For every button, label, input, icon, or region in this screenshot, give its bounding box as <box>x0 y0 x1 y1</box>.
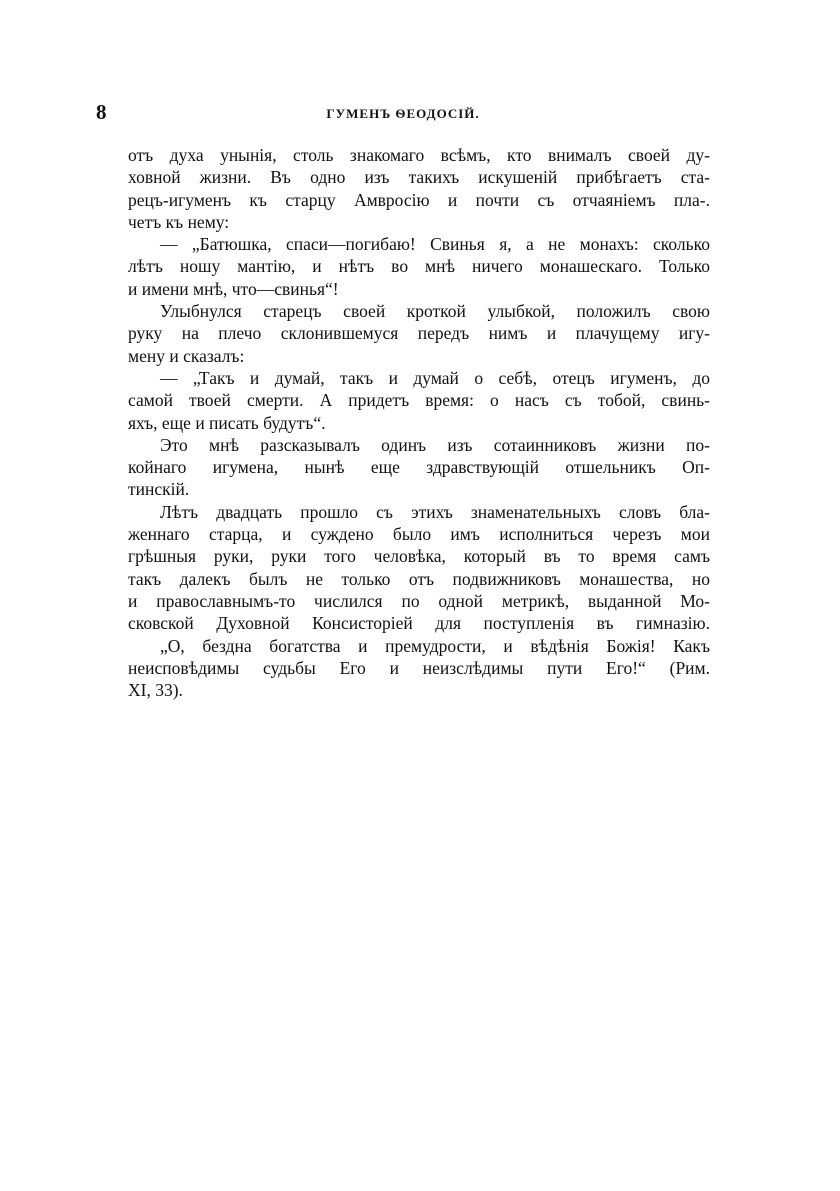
text-line: отъ духа унынія, столь знакомаго всѣмъ, кто внималъ своей ду- <box>128 145 710 165</box>
page-header <box>96 100 710 126</box>
body-text <box>96 144 710 701</box>
text-line: — „Такъ и думай, такъ и думай о себѣ, отецъ игуменъ, до <box>160 367 710 388</box>
text-line: неисповѣдимы судьбы Его и неизслѣдимы пути Его!“ (Рим. <box>128 657 710 678</box>
running-head: ГУМЕНЪ ѲЕОДОСІЙ. <box>326 106 480 121</box>
text-line: такъ далекъ былъ не только отъ подвижниковъ монашества, но <box>128 568 710 589</box>
text-line: яхъ, еще и писать будутъ“. <box>128 412 326 433</box>
text-line: Лѣтъ двадцать прошло съ этихъ знаменательныхъ словъ бла- <box>160 501 710 522</box>
text-line: четъ къ нему: <box>128 211 230 232</box>
text-line: руку на плечо склонившемуся передъ нимъ и плачущему игу- <box>128 323 710 344</box>
text-line: койнаго игумена, нынѣ еще здравствующій отшельникъ Оп- <box>128 457 710 478</box>
text-line: лѣтъ ношу мантію, и нѣтъ во мнѣ ничего монашескаго. Только <box>128 256 710 277</box>
text-line: Это мнѣ разсказывалъ одинъ изъ сотаинниковъ жизни по- <box>160 434 710 455</box>
paragraph <box>96 501 710 635</box>
text-line: Улыбнулся старецъ своей кроткой улыбкой, положилъ свою <box>160 301 710 322</box>
text-line: тинскій. <box>128 479 190 500</box>
text-line: женнаго старца, и суждено было имъ исполниться черезъ мои <box>128 524 710 545</box>
text-line: грѣшныя руки, руки того человѣка, который въ то время самъ <box>128 546 710 567</box>
text-line: „О, бездна богатства и премудрости, и вѣдѣнія Божія! Какъ <box>160 635 710 656</box>
text-line: ховной жизни. Въ одно изъ такихъ искушеній прибѣгаетъ ста- <box>128 167 710 188</box>
paragraph <box>96 434 710 501</box>
text-line: самой твоей смерти. А придетъ время: о насъ съ тобой, свинь- <box>128 390 710 411</box>
text-line: и имени мнѣ, что—свинья“! <box>128 278 339 299</box>
text-line: сковской Духовной Консисторіей для поступленія въ гимназію. <box>128 613 710 634</box>
paragraph <box>96 367 710 434</box>
text-line: — „Батюшка, спаси—погибаю! Свинья я, а не монахъ: сколько <box>160 234 710 255</box>
paragraph <box>96 300 710 367</box>
text-line: XI, 33). <box>128 680 183 701</box>
paragraph <box>96 233 710 300</box>
text-line: и православнымъ-то числился по одной метрикѣ, выданной Мо- <box>128 590 710 611</box>
text-line: мену и сказалъ: <box>128 345 245 366</box>
paragraph <box>96 635 710 702</box>
paragraph <box>96 144 710 233</box>
text-line: рецъ-игуменъ къ старцу Амвросію и почти съ отчаяніемъ пла-. <box>128 189 710 210</box>
page-number: 8 <box>96 100 107 124</box>
